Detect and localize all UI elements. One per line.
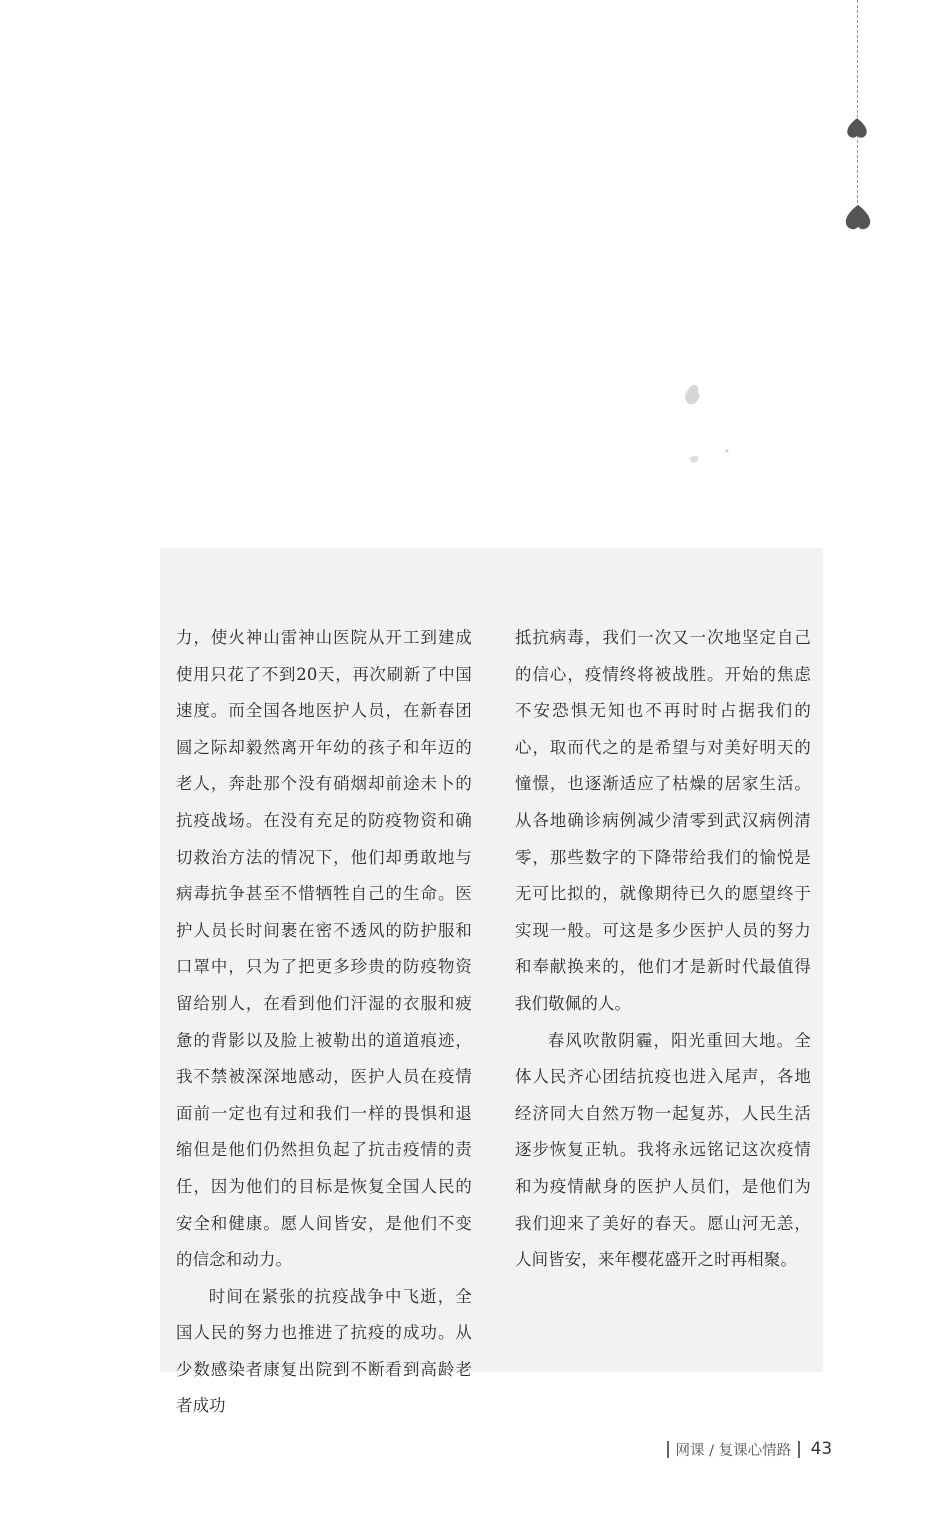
article-right-column [515, 620, 811, 1279]
hanging-string-decoration [857, 0, 858, 228]
paragraph: 春风吹散阴霾，阳光重回大地。全体人民齐心团结抗疫也进入尾声，各地经济同大自然万物一起复苏，人民生活逐步恢复正轨。我将永远铭记这次疫情和为疫情献身的医护人员们，是他们为我们迎来了美好的春天。愿山河无恙，人间皆安，来年樱花盛开之时再相聚。 [515, 1030, 811, 1270]
heart-icon [845, 116, 869, 140]
paragraph: 时间在紧张的抗疫战争中飞逝，全国人民的努力也推进了抗疫的成功。从少数感染者康复出院到不断看到高龄老者成功 [176, 1286, 472, 1416]
footer-divider [667, 1441, 669, 1458]
heart-icon [843, 202, 873, 232]
paragraph: 力，使火神山雷神山医院从开工到建成使用只花了不到20天，再次刷新了中国速度。而全国各地医护人员，在新春团圆之际却毅然离开年幼的孩子和年迈的老人，奔赴那个没有硝烟却前途未卜的抗疫战场。在没有充足的防疫物资和确切救治方法的情况下，他们却勇敢地与病毒抗争甚至不惜牺牲自己的生命。医护人员长时间裹在密不透风的防护服和口罩中，只为了把更多珍贵的防疫物资留给别人，在看到他们汗湿的衣服和疲惫的背影以及脸上被勒出的道道痕迹，我不禁被深深地感动，医护人员在疫情面前一定也有过和我们一样的畏惧和退缩但是他们仍然担负起了抗击疫情的责任，因为他们的目标是恢复全国人民的安全和健康。愿人间皆安，是他们不变的信念和动力。 [176, 628, 472, 1270]
page-number: 43 [810, 1439, 833, 1459]
article-left-column [176, 620, 472, 1425]
footer-section-title: 网课 / 复课心情路 [675, 1442, 792, 1459]
paragraph: 抵抗病毒，我们一次又一次地坚定自己的信心，疫情终将被战胜。开始的焦虑不安恐惧无知也不再时时占据我们的心，取而代之的是希望与对美好明天的憧憬，也逐渐适应了枯燥的居家生活。从各地确诊病例减少清零到武汉病例清零，那些数字的下降带给我们的愉悦是无可比拟的，就像期待已久的愿望终于实现一般。可这是多少医护人员的努力和奉献换来的，他们才是新时代最值得我们敬佩的人。 [515, 628, 811, 1013]
page-footer [660, 1436, 832, 1462]
petal-decoration [680, 378, 740, 478]
footer-divider [798, 1441, 800, 1458]
